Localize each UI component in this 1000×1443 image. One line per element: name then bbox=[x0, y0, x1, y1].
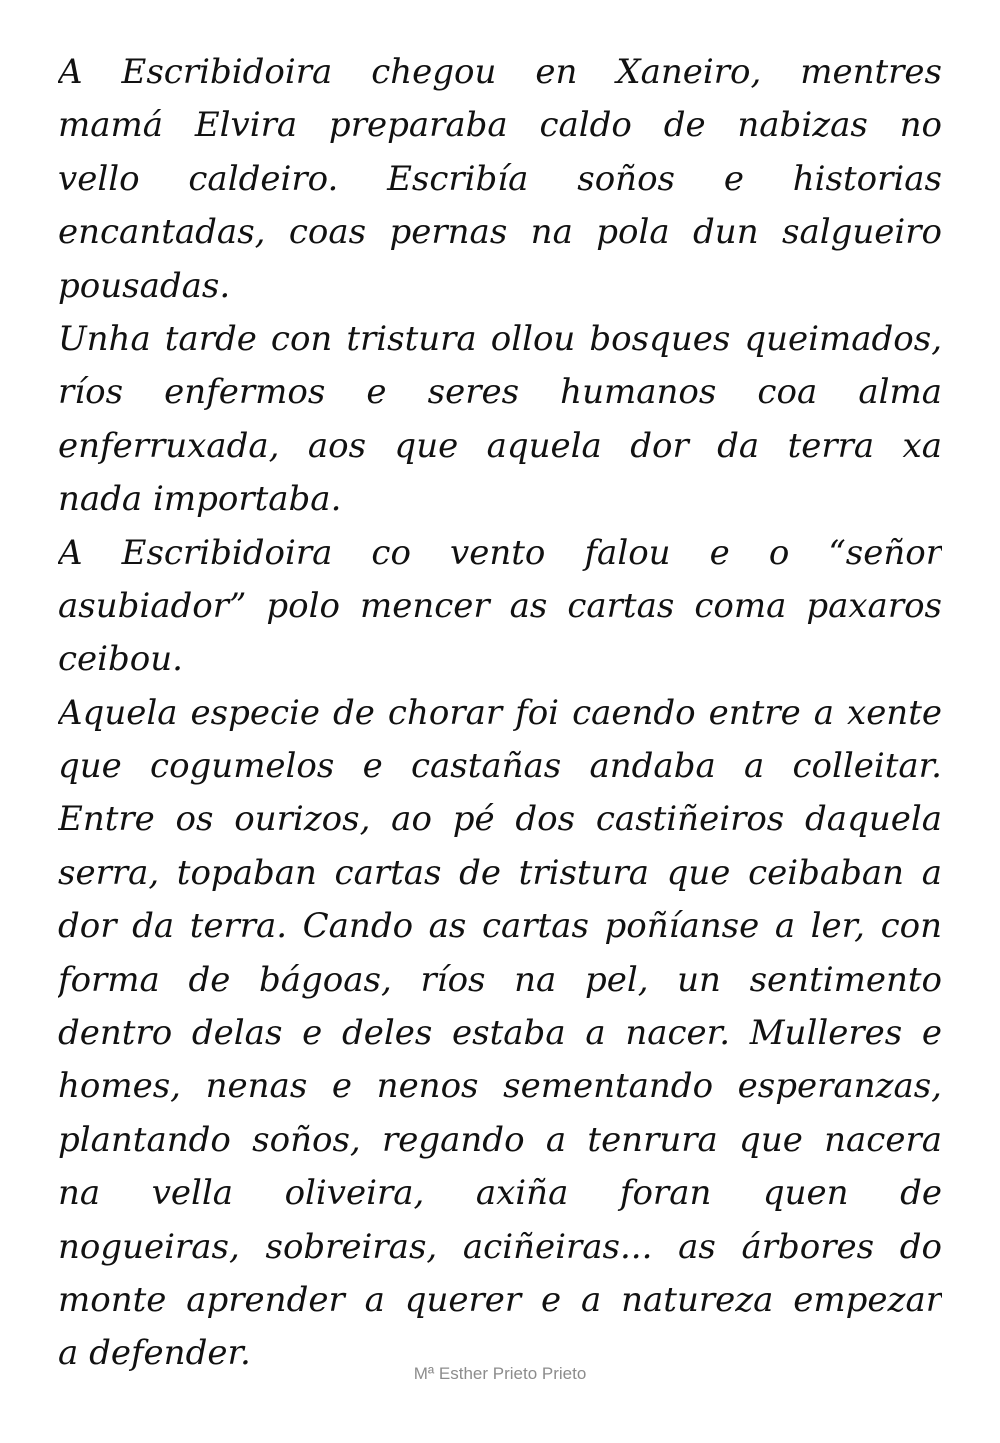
text-line: enferruxada, aos que aquela dor da terra xa bbox=[58, 425, 942, 466]
text-line: pousadas. bbox=[58, 265, 231, 306]
text-line: Unha tarde con tristura ollou bosques queimados, bbox=[58, 318, 942, 359]
text-line: dor da terra. Cando as cartas poñíanse a ler, con bbox=[58, 906, 942, 947]
text-line: Aquela especie de chorar foi caendo entre a xente bbox=[58, 692, 942, 733]
text-line: A Escribidoira chegou en Xaneiro, mentres bbox=[58, 52, 942, 92]
text-line: a defender. bbox=[58, 1333, 251, 1374]
text-line: nada importaba. bbox=[58, 479, 342, 520]
text-line: dentro delas e deles estaba a nacer. Mulleres e bbox=[58, 1013, 942, 1054]
text-line: monte aprender a querer e a natureza empezar bbox=[58, 1279, 942, 1320]
text-line: A Escribidoira co vento falou e o “señor bbox=[58, 532, 942, 573]
text-line: asubiador” polo mencer as cartas coma paxaros bbox=[58, 585, 942, 626]
text-line: ríos enfermos e seres humanos coa alma bbox=[58, 372, 942, 413]
author-credit: Mª Esther Prieto Prieto bbox=[413, 1364, 587, 1383]
text-line: que cogumelos e castañas andaba a colleitar. bbox=[58, 746, 942, 787]
text-line: forma de bágoas, ríos na pel, un sentimento bbox=[58, 959, 942, 1000]
text-line: nogueiras, sobreiras, aciñeiras... as árbores do bbox=[58, 1226, 942, 1267]
text-line: homes, nenas e nenos sementando esperanzas, bbox=[58, 1066, 942, 1107]
text-line: na vella oliveira, axiña foran quen de bbox=[58, 1173, 942, 1214]
text-line: vello caldeiro. Escribía soños e historias bbox=[58, 158, 942, 199]
text-line: mamá Elvira preparaba caldo de nabizas no bbox=[58, 105, 942, 146]
story-text bbox=[58, 46, 942, 1381]
text-line: encantadas, coas pernas na pola dun salgueiro bbox=[58, 212, 942, 253]
text-line: plantando soños, regando a tenrura que nacera bbox=[58, 1119, 942, 1160]
text-line: serra, topaban cartas de tristura que ceibaban a bbox=[58, 852, 942, 893]
text-line: Entre os ourizos, ao pé dos castiñeiros daquela bbox=[58, 799, 942, 840]
text-line: ceibou. bbox=[58, 639, 183, 680]
